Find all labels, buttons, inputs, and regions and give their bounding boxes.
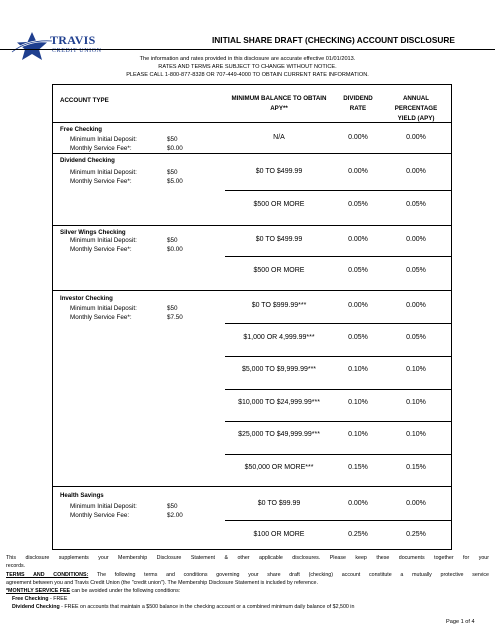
tier-rate: 0.00% — [348, 168, 368, 175]
fee-value: $50 — [167, 503, 178, 510]
account-name-health-savings: Health Savings — [60, 492, 104, 499]
col-header-min-balance — [225, 94, 333, 114]
supplement-text: This disclosure supplements your Membership Disclosure Statement & other applicable disclosures. Please keep these documents together for your — [6, 555, 489, 561]
tier-divider — [225, 323, 452, 324]
tier-balance: $0 TO $99.99 — [257, 500, 301, 507]
tier-rate: 0.10% — [348, 431, 368, 438]
terms-text-end: agreement between you and Travis Credit Union (the "credit union"). The Membership Disclosure Statement is included by reference. — [6, 580, 318, 586]
fee-label: Monthly Service Fee*: — [70, 145, 132, 152]
fee-conditions-text: can be avoided under the following conditions: — [70, 588, 181, 594]
tier-apy: 0.10% — [406, 431, 426, 438]
fee-label: Minimum Initial Deposit: — [70, 503, 137, 510]
page-number: Page 1 of 4 — [446, 619, 475, 625]
fee-label: Monthly Service Fee*: — [70, 246, 132, 253]
tier-divider — [225, 356, 452, 357]
col-header-dividend-line1: DIVIDEND — [343, 95, 373, 102]
tier-apy: 0.15% — [406, 464, 426, 471]
tier-apy: 0.00% — [406, 302, 426, 309]
account-name-dividend-checking: Dividend Checking — [60, 157, 115, 164]
col-header-apy-line2: PERCENTAGE — [394, 105, 438, 112]
tier-balance: N/A — [273, 134, 285, 141]
fee-label: Minimum Initial Deposit: — [70, 305, 137, 312]
tier-balance: $25,000 TO $49,999.99*** — [238, 431, 320, 438]
tier-apy: 0.05% — [406, 267, 426, 274]
col-header-apy — [388, 94, 444, 124]
dividend-checking-label: Dividend Checking — [12, 604, 60, 610]
tier-divider — [225, 421, 452, 422]
account-name-silver-wings-checking: Silver Wings Checking — [60, 229, 126, 236]
account-name-investor-checking: Investor Checking — [60, 295, 113, 302]
tier-apy: 0.10% — [406, 399, 426, 406]
fee-value: $2.00 — [167, 512, 183, 519]
document-title: INITIAL SHARE DRAFT (CHECKING) ACCOUNT DISCLOSURE — [212, 35, 455, 45]
tier-apy: 0.00% — [406, 236, 426, 243]
tier-balance: $500 OR MORE — [253, 201, 305, 208]
col-header-min-balance-line1: MINIMUM BALANCE TO OBTAIN — [231, 95, 327, 102]
fee-label: Monthly Service Fee*: — [70, 178, 132, 185]
tier-divider — [225, 520, 452, 521]
col-header-dividend-line2: RATE — [349, 105, 367, 112]
tier-rate: 0.15% — [348, 464, 368, 471]
account-divider — [52, 486, 452, 487]
info-line-effective: The information and rates provided in this disclosure are accurate effective 01/01/2013. — [139, 56, 356, 62]
account-divider — [52, 153, 452, 154]
tier-apy: 0.00% — [406, 168, 426, 175]
tier-balance: $500 OR MORE — [253, 267, 305, 274]
tier-rate: 0.00% — [348, 236, 368, 243]
tier-apy: 0.00% — [406, 500, 426, 507]
terms-body: The following terms and conditions governing your share draft (checking) account constitute a mutually protective service — [88, 572, 490, 578]
free-checking-text: - FREE — [48, 596, 68, 602]
tier-balance: $100 OR MORE — [253, 531, 305, 538]
tier-apy: 0.10% — [406, 366, 426, 373]
fee-value: $7.50 — [167, 314, 183, 321]
tier-rate: 0.05% — [348, 334, 368, 341]
account-divider — [52, 290, 452, 291]
col-header-apy-line3: YIELD (APY) — [397, 115, 435, 122]
tier-apy: 0.05% — [406, 201, 426, 208]
info-line-rates-terms: RATES AND TERMS ARE SUBJECT TO CHANGE WITHOUT NOTICE. — [158, 64, 337, 70]
tier-balance: $0 TO $499.99 — [255, 236, 303, 243]
col-header-apy-line1: ANNUAL — [402, 95, 430, 102]
tier-balance: $0 TO $499.99 — [255, 168, 303, 175]
fee-value: $50 — [167, 136, 178, 143]
tier-rate: 0.00% — [348, 302, 368, 309]
tier-rate: 0.05% — [348, 201, 368, 208]
col-header-account-type: ACCOUNT TYPE — [60, 97, 109, 104]
terms-label: TERMS AND CONDITIONS: — [6, 572, 89, 578]
fee-value: $50 — [167, 305, 178, 312]
tier-balance: $1,000 OR 4,999.99*** — [243, 334, 315, 341]
fee-label: Monthly Service Fee*: — [70, 314, 132, 321]
tier-rate: 0.05% — [348, 267, 368, 274]
logo-name: TRAVIS — [50, 33, 96, 47]
account-divider — [52, 225, 452, 226]
fee-value: $50 — [167, 237, 178, 244]
tier-balance: $5,000 TO $9,999.99*** — [241, 366, 317, 373]
fee-value: $0.00 — [167, 246, 183, 253]
free-checking-label: Free Checking — [12, 596, 49, 602]
tier-balance: $0 TO $999.99*** — [251, 302, 307, 309]
fee-label: Minimum Initial Deposit: — [70, 136, 137, 143]
fee-label: Minimum Initial Deposit: — [70, 237, 137, 244]
tier-apy: 0.05% — [406, 334, 426, 341]
fee-label: Monthly Service Fee: — [70, 512, 130, 519]
fee-value: $5.00 — [167, 178, 183, 185]
dividend-checking-condition — [12, 603, 495, 612]
fee-conditions-label: *MONTHLY SERVICE FEE — [6, 588, 71, 594]
tier-divider — [225, 454, 452, 455]
col-header-dividend-rate — [338, 94, 378, 114]
logo-subtitle: CREDIT UNION — [52, 48, 102, 54]
tier-divider — [225, 256, 452, 257]
tier-rate: 0.25% — [348, 531, 368, 538]
title-divider — [0, 49, 495, 50]
tier-apy: 0.25% — [406, 531, 426, 538]
fee-value: $0.00 — [167, 145, 183, 152]
tier-divider — [225, 389, 452, 390]
info-line-phone: PLEASE CALL 1-800-877-8328 OR 707-449-4000 TO OBTAIN CURRENT RATE INFORMATION. — [126, 72, 369, 78]
tier-balance: $10,000 TO $24,999.99*** — [238, 399, 320, 406]
supplement-text-end: records. — [6, 563, 26, 569]
tier-rate: 0.00% — [348, 500, 368, 507]
fee-label: Minimum Initial Deposit: — [70, 169, 137, 176]
dividend-checking-text: - FREE on accounts that maintain a $500 balance in the checking account or a combined minimum daily balance of $2,500 in — [59, 604, 355, 610]
col-header-min-balance-line2: APY** — [270, 105, 288, 112]
tier-rate: 0.00% — [348, 134, 368, 141]
tier-apy: 0.00% — [406, 134, 426, 141]
tier-rate: 0.10% — [348, 399, 368, 406]
account-name-free-checking: Free Checking — [60, 126, 102, 133]
tier-divider — [225, 190, 452, 191]
fee-value: $50 — [167, 169, 178, 176]
tier-rate: 0.10% — [348, 366, 368, 373]
tier-balance: $50,000 OR MORE*** — [244, 464, 314, 471]
header-row-divider — [52, 122, 452, 123]
